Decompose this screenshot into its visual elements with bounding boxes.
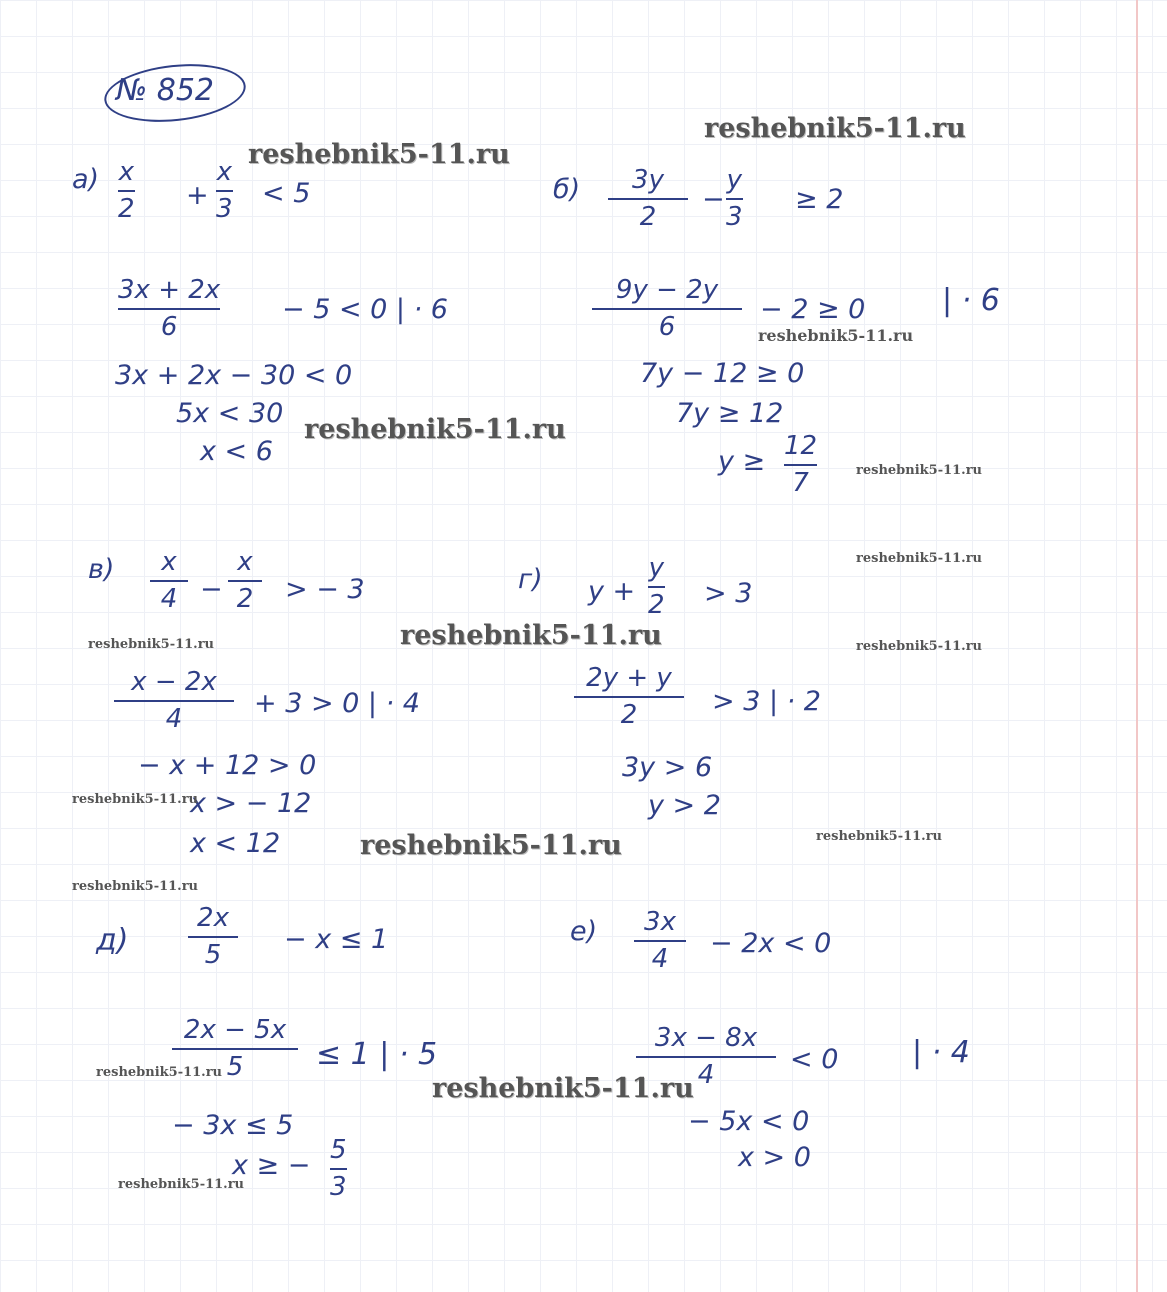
b-label: б)	[553, 174, 581, 205]
v-label: в)	[88, 554, 115, 585]
b-fraction-2-denominator: 3	[726, 201, 743, 232]
a-fraction-2-denominator: 3	[216, 193, 233, 224]
d-label: д)	[96, 923, 129, 958]
watermark: reshebnik5-11.ru	[248, 139, 510, 170]
a-fraction-2-numerator: x	[216, 157, 232, 187]
b-step3: 7y ≥ 12	[676, 398, 784, 429]
d-rest: − x ≤ 1	[284, 924, 389, 955]
e-fraction-1-numerator: 3x	[644, 907, 676, 937]
b-step1-rest: − 2 ≥ 0	[760, 294, 866, 325]
watermark: reshebnik5-11.ru	[400, 620, 662, 651]
e-fraction-1-bar	[634, 940, 686, 942]
v-step1-rest: + 3 > 0 | · 4	[254, 688, 420, 719]
d-step1-denominator: 5	[226, 1051, 244, 1082]
g-step1-denominator: 2	[620, 699, 638, 730]
d-fraction-1-bar	[188, 936, 238, 938]
b-step1-fraction	[592, 276, 742, 341]
b-fraction-1	[608, 166, 688, 231]
g-step1-rest: > 3 | · 2	[712, 686, 821, 717]
d-step3-lhs: x ≥ −	[232, 1150, 311, 1181]
d-step3-bar	[330, 1168, 347, 1170]
problem-number: № 852	[116, 73, 214, 108]
a-fraction-2-bar	[216, 190, 233, 192]
watermark-small: reshebnik5-11.ru	[72, 879, 199, 894]
d-fraction-1	[188, 904, 238, 969]
g-rest: > 3	[704, 578, 753, 609]
v-fraction-1	[150, 548, 188, 613]
g-step3: y > 2	[648, 790, 721, 821]
a-plus: +	[186, 180, 209, 211]
b-step4-denominator: 7	[792, 467, 809, 498]
v-step2: − x + 12 > 0	[138, 750, 317, 781]
b-step1-bar	[592, 308, 742, 310]
a-fraction-1	[118, 158, 135, 223]
b-rest: ≥ 2	[795, 184, 844, 215]
b-step4-fraction	[784, 432, 817, 497]
d-fraction-1-numerator: 2x	[197, 903, 229, 933]
e-step1-bar	[636, 1056, 776, 1058]
d-step3-numerator: 5	[330, 1135, 347, 1165]
b-step2: 7y − 12 ≥ 0	[640, 358, 805, 389]
watermark-small: reshebnik5-11.ru	[758, 326, 914, 345]
e-step3: x > 0	[738, 1142, 811, 1173]
d-step3-denominator: 3	[330, 1171, 347, 1202]
v-fraction-1-bar	[150, 580, 188, 582]
d-step3-fraction	[330, 1136, 347, 1201]
a-fraction-1-bar	[118, 190, 135, 192]
b-fraction-1-bar	[608, 198, 688, 200]
watermark: reshebnik5-11.ru	[360, 830, 622, 861]
e-label: е)	[570, 916, 598, 947]
e-step1-numerator: 3x − 8x	[654, 1023, 758, 1053]
d-step1-rest: ≤ 1 | · 5	[316, 1037, 438, 1072]
a-step1-rest: − 5 < 0 | · 6	[282, 294, 448, 325]
a-step1-numerator: 3x + 2x	[118, 275, 221, 305]
e-step1-multiplier: | · 4	[912, 1035, 970, 1070]
d-step1-numerator: 2x − 5x	[183, 1015, 287, 1045]
v-rest: > − 3	[285, 574, 365, 605]
a-step1-denominator: 6	[160, 311, 178, 342]
a-step3: 5x < 30	[176, 398, 284, 429]
b-step1-denominator: 6	[658, 311, 676, 342]
watermark-small: reshebnik5-11.ru	[856, 551, 983, 566]
v-step1-fraction	[114, 668, 234, 733]
v-step1-denominator: 4	[165, 703, 183, 734]
g-fraction-1	[648, 554, 665, 619]
d-step1-bar	[172, 1048, 298, 1050]
watermark-small: reshebnik5-11.ru	[88, 637, 215, 652]
a-fraction-1-numerator: x	[118, 157, 134, 187]
g-lhs: y +	[588, 576, 636, 607]
a-fraction-1-denominator: 2	[118, 193, 135, 224]
watermark: reshebnik5-11.ru	[304, 414, 566, 445]
b-step4-numerator: 12	[784, 431, 818, 461]
a-rest: < 5	[262, 178, 311, 209]
g-fraction-1-bar	[648, 586, 665, 588]
v-minus: −	[200, 574, 223, 605]
watermark-small: reshebnik5-11.ru	[72, 792, 199, 807]
a-step1-fraction	[118, 276, 220, 341]
v-step1-bar	[114, 700, 234, 702]
e-step2: − 5x < 0	[688, 1106, 810, 1137]
b-fraction-2-bar	[726, 198, 743, 200]
b-fraction-2	[726, 166, 743, 231]
v-fraction-2-bar	[228, 580, 262, 582]
watermark-small: reshebnik5-11.ru	[856, 639, 983, 654]
b-fraction-1-numerator: 3y	[632, 165, 664, 195]
v-step1-numerator: x − 2x	[131, 667, 217, 697]
b-step1-multiplier: | · 6	[942, 283, 1000, 318]
b-fraction-1-denominator: 2	[639, 201, 657, 232]
b-minus: −	[702, 184, 725, 215]
d-fraction-1-denominator: 5	[204, 939, 222, 970]
a-step2: 3x + 2x − 30 < 0	[115, 360, 353, 391]
v-step3: x > − 12	[190, 788, 312, 819]
b-step1-numerator: 9y − 2y	[615, 275, 719, 305]
watermark: reshebnik5-11.ru	[704, 113, 966, 144]
e-fraction-1-denominator: 4	[651, 943, 669, 974]
g-step2: 3y > 6	[622, 752, 713, 783]
watermark-small: reshebnik5-11.ru	[118, 1177, 245, 1192]
b-step4-bar	[784, 464, 817, 466]
g-fraction-1-denominator: 2	[648, 589, 665, 620]
v-fraction-1-denominator: 4	[160, 583, 178, 614]
watermark: reshebnik5-11.ru	[432, 1073, 694, 1104]
v-step4: x < 12	[190, 828, 281, 859]
a-label: а)	[72, 164, 100, 195]
g-label: г)	[518, 564, 543, 595]
b-fraction-2-numerator: y	[726, 165, 742, 195]
e-step1-rest: < 0	[790, 1044, 839, 1075]
e-step1-denominator: 4	[697, 1059, 715, 1090]
b-step4-lhs: y ≥	[718, 446, 766, 477]
e-fraction-1	[634, 908, 686, 973]
v-fraction-1-numerator: x	[161, 547, 177, 577]
g-step1-bar	[574, 696, 684, 698]
watermark-small: reshebnik5-11.ru	[96, 1065, 223, 1080]
g-step1-numerator: 2y + y	[586, 663, 672, 693]
v-fraction-2-numerator: x	[237, 547, 253, 577]
a-step4: x < 6	[200, 436, 273, 467]
d-step2: − 3x ≤ 5	[172, 1110, 294, 1141]
a-step1-bar	[118, 308, 220, 310]
g-step1-fraction	[574, 664, 684, 729]
e-rest: − 2x < 0	[710, 928, 832, 959]
v-fraction-2	[228, 548, 262, 613]
watermark-small: reshebnik5-11.ru	[856, 463, 983, 478]
g-fraction-1-numerator: y	[648, 553, 664, 583]
v-fraction-2-denominator: 2	[236, 583, 254, 614]
a-fraction-2	[216, 158, 233, 223]
watermark-small: reshebnik5-11.ru	[816, 829, 943, 844]
